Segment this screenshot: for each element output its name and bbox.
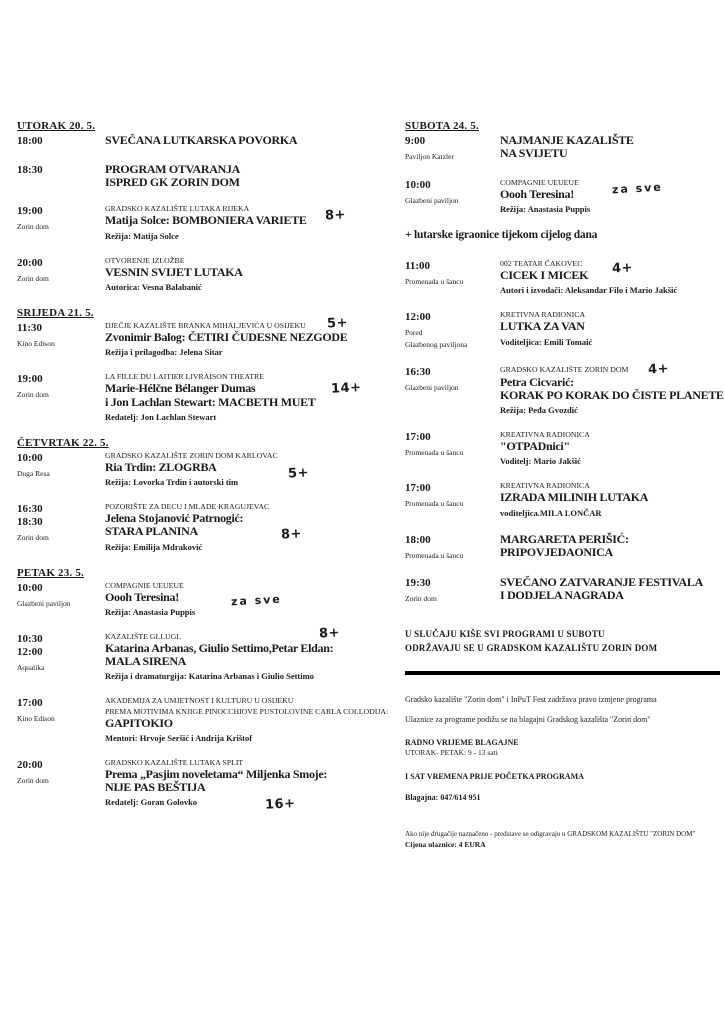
event-credit: Režija: Anastasia Puppis xyxy=(500,203,591,214)
event-time: 9:00 xyxy=(405,135,426,147)
event-title: Petra Cicvarić: xyxy=(500,374,574,389)
event-time: 18:00 xyxy=(405,533,431,546)
event-time: 16:30 xyxy=(17,503,43,516)
hour-before-note: I SAT VREMENA PRIJE POČETKA PROGRAMA xyxy=(405,771,584,781)
event-title: NIJE PAS BEŠTIJA xyxy=(105,780,206,795)
event-content xyxy=(105,696,392,742)
day-heading: SUBOTA 24. 5. xyxy=(405,120,479,132)
event-time: 10:00 xyxy=(17,451,43,464)
event-content xyxy=(500,259,720,295)
event-credit: voditeljica.MILA LONČAR xyxy=(500,507,602,518)
event-row xyxy=(17,502,392,552)
event-company: LA FILLE DU LAITIER LIVRAISON THEATRE xyxy=(105,372,265,382)
program-column-right xyxy=(405,120,724,850)
event-company: DJEČJE KAZALIŠTE BRANKA MIHALJEVIĆA U OSIJEKU xyxy=(105,320,306,330)
rain-notice-line1: U SLUČAJU KIŠE SVI PROGRAMI U SUBOTU xyxy=(405,628,605,639)
age-badge: 16+ xyxy=(264,796,296,813)
event-venue: Zorin dom xyxy=(17,222,49,232)
event-row xyxy=(405,430,720,466)
event-row xyxy=(405,259,720,295)
event-time: 20:00 xyxy=(17,256,43,269)
event-title: i Jon Lachlan Stewart: MACBETH MUET xyxy=(105,394,316,409)
event-venue: Glazbeni paviljon xyxy=(17,598,71,608)
event-content xyxy=(500,178,720,214)
event-time: 18:30 xyxy=(17,163,43,176)
event-content xyxy=(105,134,392,148)
event-company: KRETIVNA RADIONICA xyxy=(500,310,586,320)
event-venue: Zorin dom xyxy=(17,390,49,400)
event-row xyxy=(17,757,392,813)
event-row xyxy=(17,256,392,292)
event-title: SVEČANO ZATVARANJE FESTIVALA xyxy=(500,575,703,590)
event-row xyxy=(405,178,720,214)
event-company: AKADEMIJA ZA UMJETNOST I KULTURU U OSIJEKU xyxy=(105,696,294,706)
event-time: 12:00 xyxy=(405,311,431,324)
event-row xyxy=(405,134,720,163)
event-title: NA SVIJETU xyxy=(500,146,568,161)
event-meta xyxy=(17,372,105,422)
event-content xyxy=(500,310,720,350)
event-meta xyxy=(17,696,105,742)
day-heading: ČETVRTAK 22. 5. xyxy=(17,436,109,449)
event-time: 19:00 xyxy=(17,373,43,386)
event-meta xyxy=(405,430,500,466)
event-title: "OTPADnici" xyxy=(500,439,570,454)
ticket-price: Cijena ulaznice: 4 EURA xyxy=(405,840,486,850)
day-section xyxy=(17,120,392,292)
event-time: 16:30 xyxy=(405,366,431,379)
event-time: 10:00 xyxy=(17,581,43,594)
tickets-pickup-note: Ulaznice za programe podižu se na blagajni Gradskog kazališta "Zorin dom" xyxy=(405,714,651,724)
event-venue: Kino Edison xyxy=(17,338,55,348)
event-meta xyxy=(17,632,105,682)
event-venue: Duga Resa xyxy=(17,468,50,478)
event-meta xyxy=(17,134,105,148)
age-badge: 8+ xyxy=(318,625,341,642)
age-badge: 4+ xyxy=(611,260,634,277)
event-time: 17:00 xyxy=(405,482,431,495)
event-meta xyxy=(17,321,105,357)
event-credit: Režija: Lovorka Trdin i autorski tim xyxy=(105,477,239,488)
day-heading: PETAK 23. 5. xyxy=(17,566,84,579)
event-title: Oooh Teresina! xyxy=(105,589,179,604)
age-badge: 8+ xyxy=(280,526,303,543)
event-title: PRIPOVJEDAONICA xyxy=(500,544,613,559)
event-venue: Paviljon Katzler xyxy=(405,151,454,161)
day-heading: SRIJEDA 21. 5. xyxy=(17,306,94,319)
event-row xyxy=(17,134,392,148)
event-venue: Promenada u šancu xyxy=(405,276,464,286)
event-content xyxy=(500,134,720,163)
event-company: COMPAGNIE UEUEUE xyxy=(105,580,184,590)
event-title: IZRADA MILINIH LUTAKA xyxy=(500,490,649,505)
event-company: POZORIŠTE ZA DECU I MLADE KRAGUJEVAC xyxy=(105,502,270,512)
event-time: 10:30 xyxy=(17,632,43,645)
day-section xyxy=(17,307,392,422)
event-content xyxy=(105,372,392,422)
event-title: NAJMANJE KAZALIŠTE xyxy=(500,133,634,147)
event-time: 19:30 xyxy=(405,577,431,590)
event-venue: Kino Edison xyxy=(17,714,55,724)
event-title: I DODJELA NAGRADA xyxy=(500,588,624,603)
event-credit: Autori i izvodači: Aleksandar Filo i Mario Jakšić xyxy=(500,285,678,296)
event-company: KREATIVNA RADIONICA xyxy=(500,481,590,491)
event-meta xyxy=(17,204,105,240)
event-title: Oooh Teresina! xyxy=(500,186,574,201)
age-badge: 4+ xyxy=(647,361,670,378)
rain-notice xyxy=(405,627,720,656)
event-content xyxy=(105,581,392,617)
event-row xyxy=(405,481,720,517)
event-company: GRADSKO KAZALIŠTE LUTAKA SPLIT xyxy=(105,757,244,767)
event-venue: Zorin dom xyxy=(405,594,437,604)
event-meta xyxy=(405,533,500,562)
event-credit: Režija: Matija Solce xyxy=(105,230,179,241)
event-company: GRADSKO KAZALIŠTE LUTAKA RIJEKA xyxy=(105,204,250,214)
event-content xyxy=(105,502,392,552)
event-time: 11:00 xyxy=(405,259,431,272)
event-meta xyxy=(17,256,105,292)
event-title: MARGARETA PERIŠIĆ: xyxy=(500,531,629,546)
event-title: Katarina Arbanas, Giulio Settimo,Petar Eldan: xyxy=(105,641,334,656)
event-credit: Redatelj: Goran Golovko xyxy=(105,797,198,808)
event-company: 002 TEATAR ČAKOVEC xyxy=(500,258,583,268)
event-row xyxy=(17,372,392,422)
event-title: Marie-Hélčne Bélanger Dumas xyxy=(105,381,256,396)
program-column-left xyxy=(17,120,392,849)
age-badge: 5+ xyxy=(326,315,349,332)
event-content xyxy=(500,481,720,517)
event-company: GRADSKO KAZALIŠTE ZORIN DOM KARLOVAC xyxy=(105,450,278,460)
event-venue: Zorin dom xyxy=(17,775,49,785)
event-credit: Režija: Anastasia Puppis xyxy=(105,606,196,617)
event-meta xyxy=(405,481,500,517)
event-time: 19:00 xyxy=(17,205,43,218)
event-meta xyxy=(17,451,105,487)
day-note: + lutarske igraonice tijekom cijelog dana xyxy=(405,228,598,241)
event-venue: Promenada u šancu xyxy=(405,447,464,457)
event-credit: Voditelj: Mario Jakšić xyxy=(500,456,581,467)
event-time: 11:30 xyxy=(17,321,43,334)
event-title: MALA SIRENA xyxy=(105,654,187,669)
event-content xyxy=(105,204,392,240)
event-credit: Režija i prilagodba: Jelena Sitar xyxy=(105,347,223,358)
event-meta xyxy=(405,178,500,214)
event-meta xyxy=(17,502,105,552)
event-company: PREMA MOTIVIMA KNJIGE PINOCCHIOVE PUSTOLOVINE CARLA COLLODIJA: xyxy=(105,706,389,716)
event-time: 10:00 xyxy=(405,178,431,191)
event-venue: Aquatika xyxy=(17,662,45,672)
event-title: PROGRAM OTVARANJA xyxy=(105,161,241,176)
event-company: KAZALIŠTE GLLUGL xyxy=(105,631,182,641)
box-office-phone: Blagajna: 047/614 951 xyxy=(405,792,481,802)
day-section xyxy=(17,566,392,813)
event-time: 17:00 xyxy=(17,697,43,710)
event-time: 20:00 xyxy=(17,758,43,771)
event-credit: Redatelj: Jon Lachlan Stewart xyxy=(105,411,217,422)
event-venue: Zorin dom xyxy=(17,273,49,283)
event-meta xyxy=(405,134,500,163)
event-title: ISPRED GK ZORIN DOM xyxy=(105,175,240,190)
box-office-hours xyxy=(405,738,720,758)
event-title: Jelena Stojanović Patrnogić: xyxy=(105,511,244,526)
audience-badge: za sve xyxy=(230,592,283,608)
event-row xyxy=(17,204,392,240)
age-badge: 14+ xyxy=(330,380,362,398)
event-row xyxy=(17,696,392,742)
event-venue: Pored Glazbenog paviljona xyxy=(405,328,468,349)
event-content xyxy=(105,625,392,682)
event-venue: Promenada u šancu xyxy=(405,550,464,560)
event-title: Zvonimir Balog: ČETIRI ČUDESNE NEZGODE xyxy=(105,330,348,345)
event-meta xyxy=(17,163,105,189)
event-row xyxy=(405,576,720,605)
default-venue-note: Ako nije drugačije naznačeno - predstave se odigravaju u GRADSKOM KAZALIŠTU "ZORIN DOM" xyxy=(405,829,696,838)
event-meta xyxy=(17,581,105,617)
event-title: VESNIN SVIJET LUTAKA xyxy=(105,264,243,279)
event-title: Prema „Pasjim noveletama“ Miljenka Smoje: xyxy=(105,766,328,781)
event-title: KORAK PO KORAK DO ČISTE PLANETE xyxy=(500,387,724,402)
event-meta xyxy=(405,259,500,295)
event-row xyxy=(17,451,392,487)
event-content xyxy=(500,430,720,466)
event-content xyxy=(105,256,392,292)
event-content xyxy=(105,451,392,487)
event-company: COMPAGNIE UEUEUE xyxy=(500,177,579,187)
event-meta xyxy=(405,576,500,605)
program-change-note: Gradsko kazalište "Zorin dom" i InPuT Fest zadržava pravo izmjene programa xyxy=(405,694,657,704)
day-section xyxy=(17,437,392,552)
event-company: KREATIVNA RADIONICA xyxy=(500,429,590,439)
day-heading: UTORAK 20. 5. xyxy=(17,120,96,132)
event-meta xyxy=(17,758,105,808)
event-company: GRADSKO KAZALIŠTE ZORIN DOM xyxy=(500,365,629,375)
age-badge: 8+ xyxy=(324,207,347,224)
event-title: Ria Trdin: ZLOGRBA xyxy=(105,459,217,474)
event-row xyxy=(17,315,392,358)
event-row xyxy=(405,361,724,415)
event-title: LUTKA ZA VAN xyxy=(500,319,585,334)
event-content xyxy=(500,533,720,562)
event-content xyxy=(500,576,720,605)
event-content xyxy=(105,315,392,358)
event-title: GAPITOKIO xyxy=(105,715,173,730)
event-credit: Voditeljica: Emili Tomaić xyxy=(500,336,593,347)
event-row xyxy=(405,533,720,562)
event-meta xyxy=(405,365,500,415)
event-row xyxy=(17,581,392,617)
event-title: SVEČANA LUTKARSKA POVORKA xyxy=(105,133,298,147)
event-content xyxy=(500,361,724,415)
event-meta xyxy=(405,310,500,350)
divider-rule xyxy=(405,671,720,675)
event-title: Matija Solce: BOMBONIERA VARIETE xyxy=(105,213,307,228)
event-venue: Zorin dom xyxy=(17,533,49,543)
event-time: 12:00 xyxy=(17,645,43,658)
day-section xyxy=(405,120,724,605)
event-credit: Autorica: Vesna Balabanić xyxy=(105,281,202,292)
event-row xyxy=(17,163,392,189)
event-venue: Glazbeni paviljon xyxy=(405,195,459,205)
saturday-sections xyxy=(405,120,724,605)
event-venue: Promenada u šancu xyxy=(405,499,464,509)
event-time: 17:00 xyxy=(405,430,431,443)
event-venue: Glazbeni paviljon xyxy=(405,383,459,393)
rain-notice-line2: ODRŽAVAJU SE U GRADSKOM KAZALIŠTU ZORIN DOM xyxy=(405,643,658,654)
event-company: OTVORENJE IZLOŽBE xyxy=(105,255,185,265)
weekday-sections xyxy=(17,120,392,813)
event-title: STARA PLANINA xyxy=(105,524,198,539)
box-office-hours-title: RADNO VRIJEME BLAGAJNE xyxy=(405,737,519,747)
event-title: CICEK I MICEK xyxy=(500,268,589,283)
event-time: 18:30 xyxy=(17,516,43,529)
audience-badge: za sve xyxy=(611,180,664,196)
event-content xyxy=(105,757,392,813)
event-row xyxy=(17,625,392,682)
age-badge: 5+ xyxy=(287,465,310,482)
event-credit: Režija: Peđa Gvozdić xyxy=(500,404,578,415)
event-row xyxy=(405,310,720,350)
event-content xyxy=(105,163,392,189)
event-time: 18:00 xyxy=(17,135,43,147)
event-credit: Režija: Emilija Mdraković xyxy=(105,541,203,552)
event-credit: Mentori: Hrvoje Seršić i Andrija Krištof xyxy=(105,732,253,743)
box-office-hours-value: UTORAK- PETAK: 9 - 13 sati xyxy=(405,747,498,757)
event-credit: Režija i dramaturgija: Katarina Arbanas i Giulio Settimo xyxy=(105,671,314,682)
